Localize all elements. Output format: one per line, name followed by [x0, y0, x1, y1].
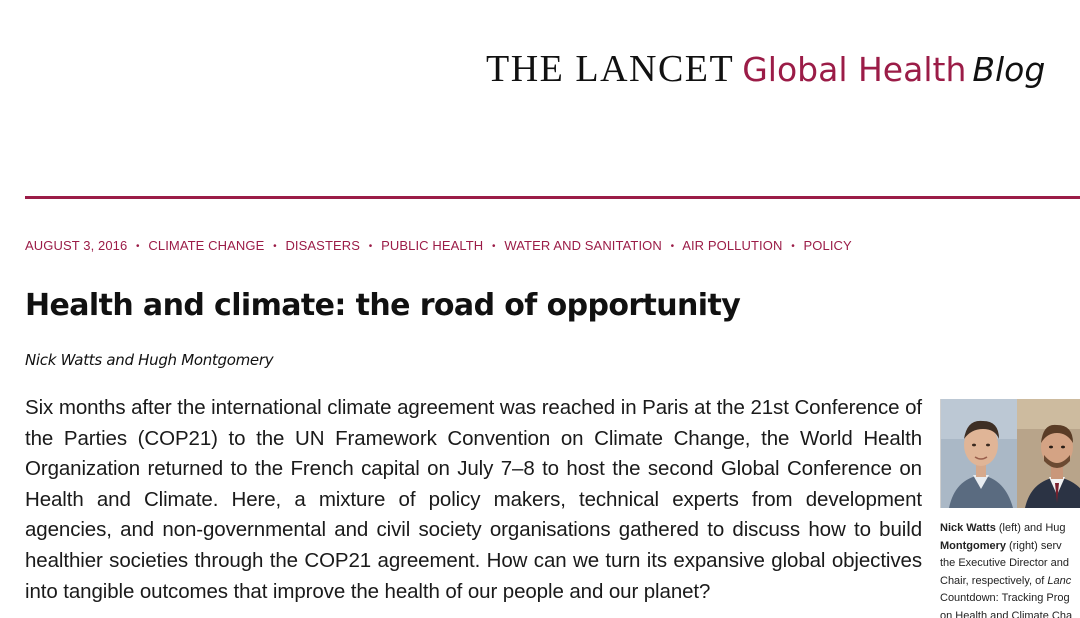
caption-line [940, 573, 1080, 591]
masthead-lancet: THE LANCET [486, 48, 735, 90]
author-photo [940, 399, 1080, 508]
meta-separator: • [791, 241, 795, 252]
caption-italic: Lanc [1047, 574, 1072, 587]
masthead-global-health: Global Health [742, 50, 967, 89]
post-body-paragraph: Six months after the international climate agreement was reached in Paris at the 21st Conference of the Parties (COP21) to the UN Framework Convention on Climate Change, the World Health Organization returned to the French capital on July 7–8 to host the second Global Conference on Health and Climate. Here, a mixture of policy makers, technical experts from development agencies, and non-governmental and civil society organisations gathered to discuss how to build healthier societies through the COP21 agreement. How can we turn its expansive global objectives into tangible outcomes that improve the health of our people and our planet? [25, 396, 922, 603]
category-link[interactable]: WATER AND SANITATION [504, 238, 662, 253]
post-date: AUGUST 3, 2016 [25, 238, 128, 253]
caption-line [940, 538, 1080, 556]
category-link[interactable]: DISASTERS [285, 238, 361, 253]
caption-text: (right) serv [1006, 539, 1062, 552]
header-divider [25, 196, 1080, 199]
meta-separator: • [136, 241, 140, 252]
meta-separator: • [492, 241, 496, 252]
category-link[interactable]: AIR POLLUTION [682, 238, 783, 253]
caption-name: Nick Watts [940, 522, 996, 534]
site-masthead[interactable] [486, 50, 1045, 88]
meta-separator: • [368, 241, 373, 252]
post-meta [25, 238, 852, 253]
caption-text: (left) and Hug [995, 522, 1066, 534]
meta-separator: • [273, 241, 277, 252]
category-link[interactable]: POLICY [803, 238, 852, 253]
post-title: Health and climate: the road of opportunity [25, 288, 741, 323]
category-link[interactable]: PUBLIC HEALTH [381, 238, 484, 253]
meta-separator: • [670, 241, 675, 252]
caption-line: Countdown: Tracking Prog [940, 592, 1070, 604]
caption-line: on Health and Climate Cha [940, 609, 1073, 618]
masthead-blog: Blog [972, 50, 1046, 89]
caption-line [940, 520, 1080, 538]
caption-line: the Executive Director and [940, 557, 1070, 569]
post-authors: Nick Watts and Hugh Montgomery [25, 351, 274, 369]
caption-text: Chair, respectively, of [940, 574, 1048, 587]
caption-name: Montgomery [940, 539, 1006, 552]
photo-caption [940, 520, 1080, 618]
category-link[interactable]: CLIMATE CHANGE [148, 238, 265, 253]
